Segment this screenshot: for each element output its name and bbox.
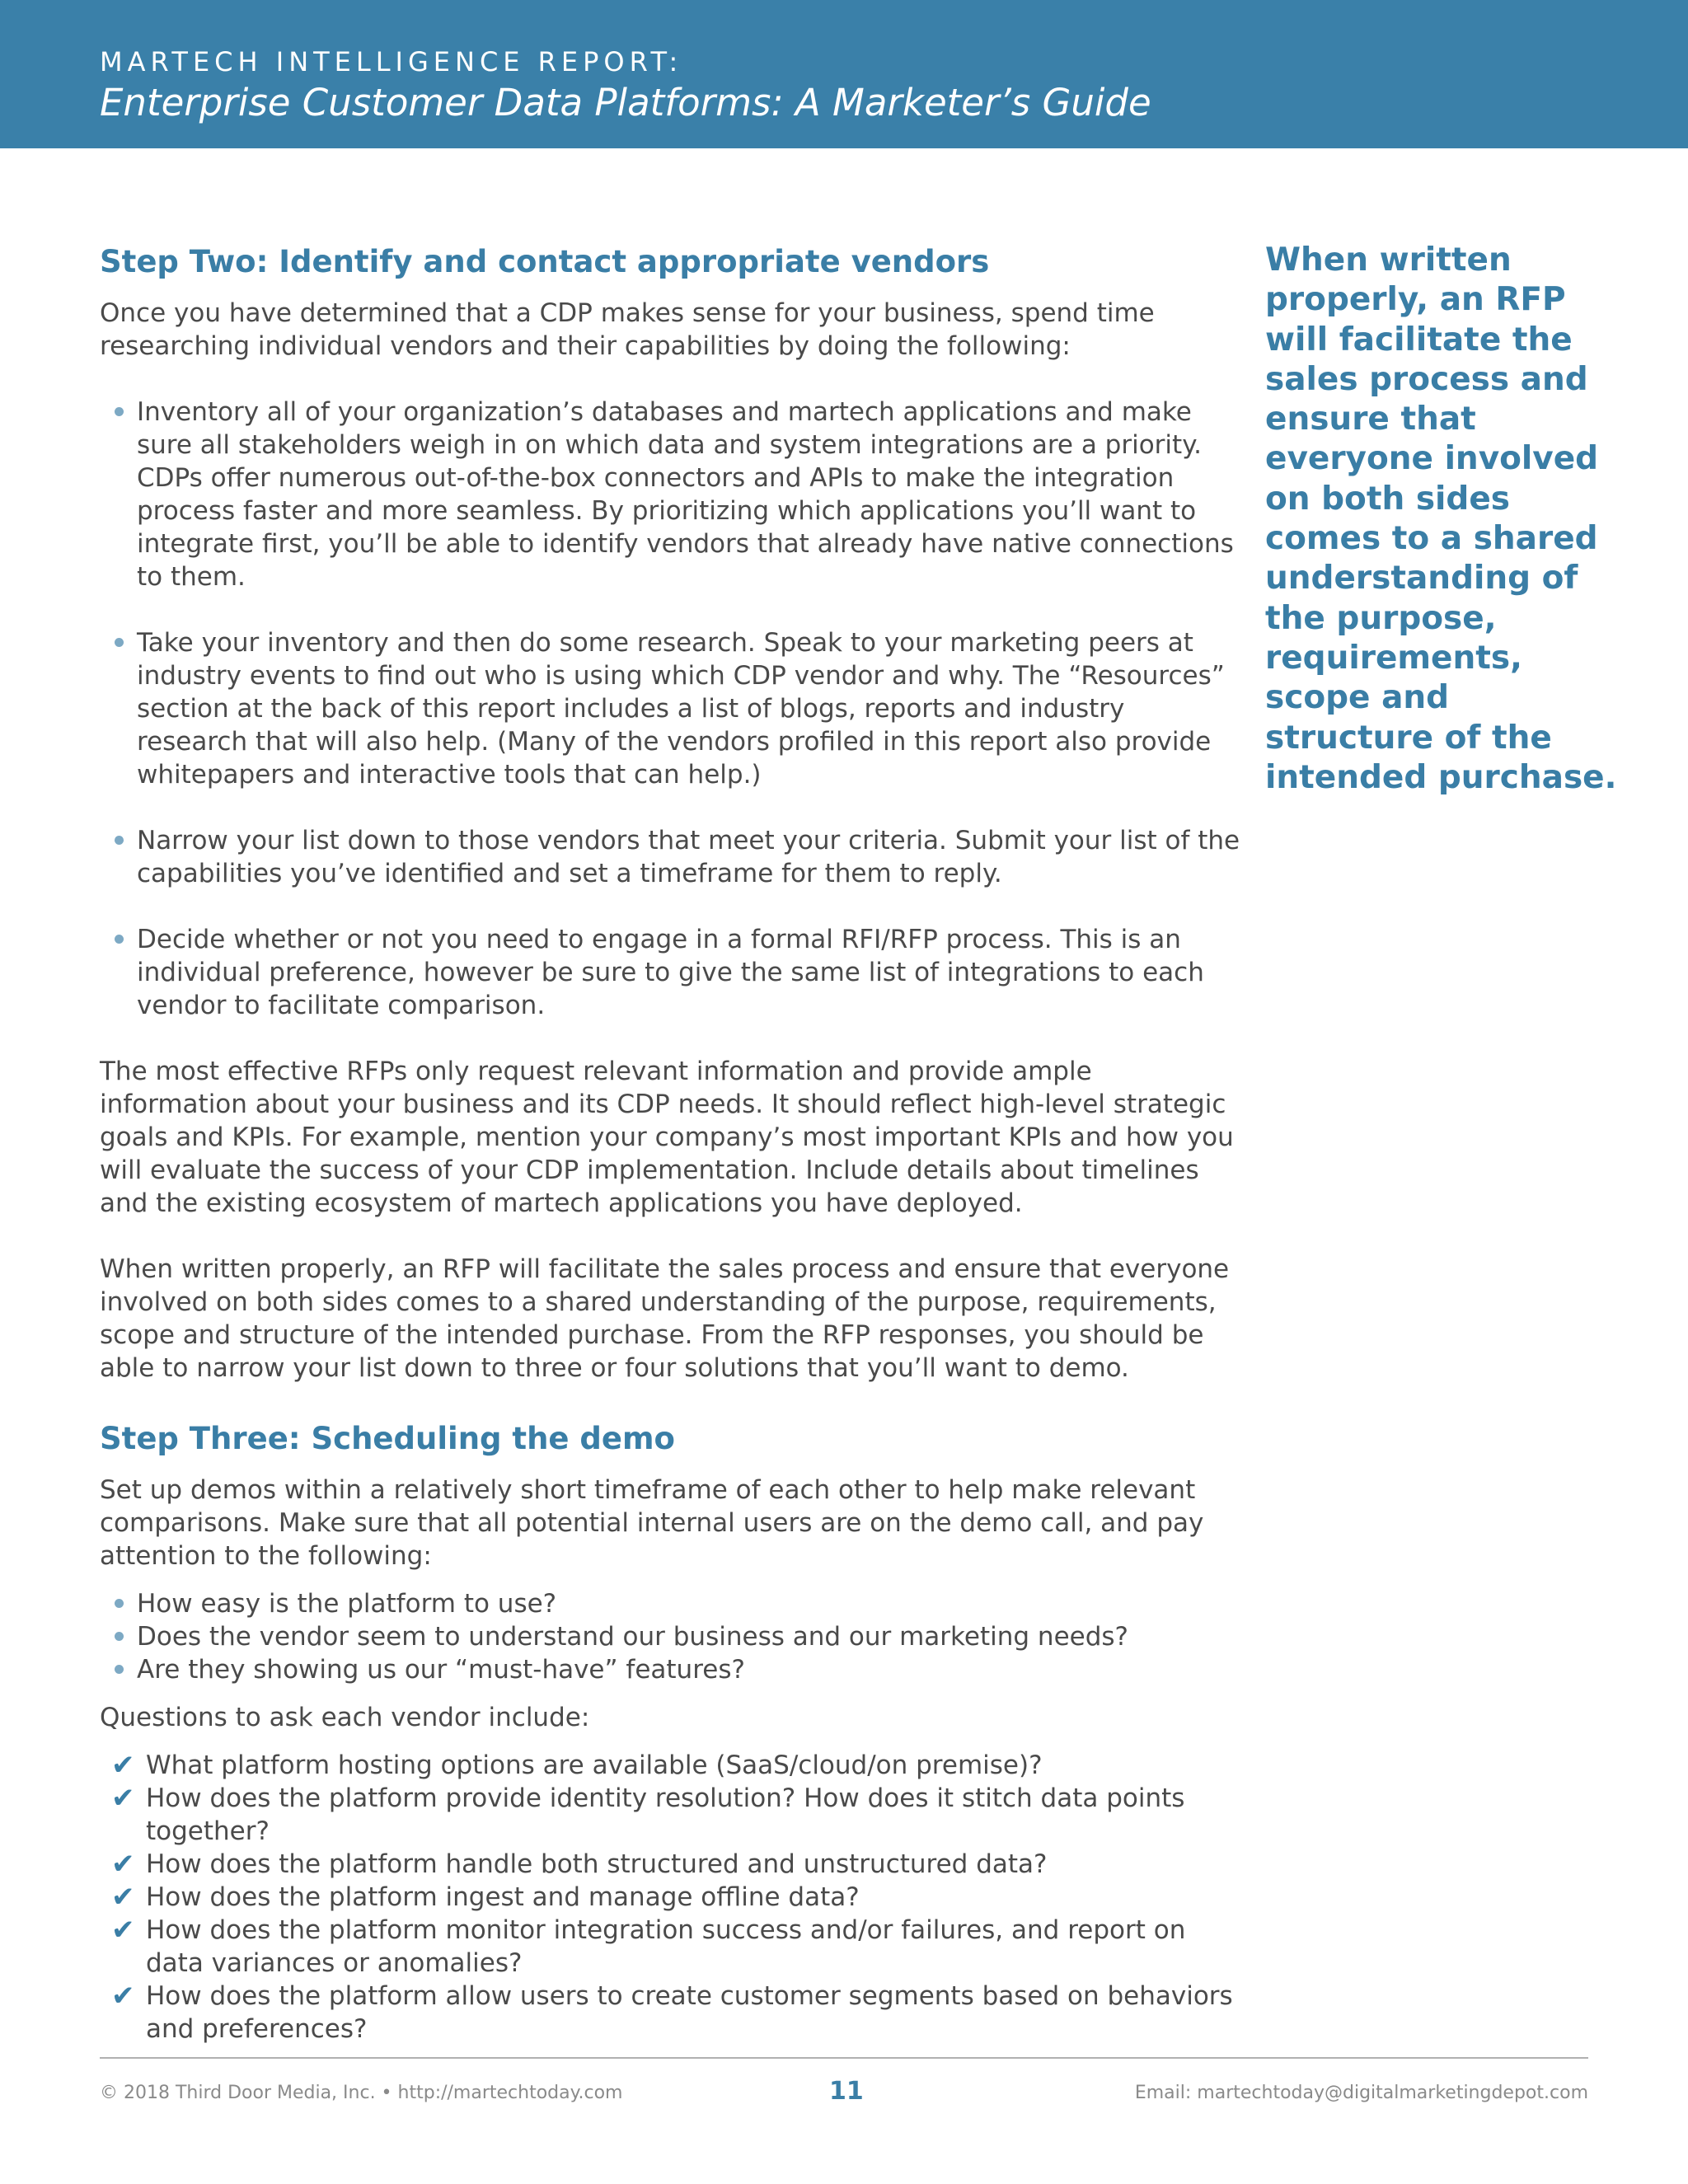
questions-intro: Questions to ask each vendor include: bbox=[100, 1703, 590, 1732]
step-two-intro: Once you have determined that a CDP makes sense for your business, spend time researching individual vendors and their capabilities by doing the following: bbox=[100, 298, 1155, 361]
list-item-text: How does the platform handle both structured and unstructured data? bbox=[146, 1849, 1048, 1879]
list-item-text: Decide whether or not you need to engage in a formal RFI/RFP process. This is an individual preference, however be sure to give the same list of integrations to each vendor to facilitate comparison. bbox=[137, 925, 1204, 1020]
list-item bbox=[100, 923, 1241, 1022]
report-title: Enterprise Customer Data Platforms: A Marketer’s Guide bbox=[100, 81, 1151, 124]
rfp-paragraph: The most effective RFPs only request relevant information and provide ample information about your business and its CDP needs. It should reflect high-level strategic goals and KPIs. For example, mention your company’s most important KPIs and how you will evaluate the success of your CDP implementation. Include details about timelines and the existing ecosystem of martech applications you have deployed. bbox=[100, 1057, 1234, 1218]
list-item bbox=[100, 1653, 1241, 1686]
footer-copyright: © 2018 Third Door Media, Inc. • http://martechtoday.com bbox=[100, 2083, 623, 2103]
rfp-written-paragraph: When written properly, an RFP will facilitate the sales process and ensure that everyone involved on both sides comes to a shared understanding of the purpose, requirements, scope and structure of the intended purchase. From the RFP responses, you should be able to narrow your list down to three or four solutions that you’ll want to demo. bbox=[100, 1254, 1230, 1383]
list-item bbox=[100, 1749, 1241, 1782]
list-item bbox=[100, 1620, 1241, 1653]
checkmark-icon: ✔ bbox=[111, 1881, 135, 1914]
main-content bbox=[100, 242, 1241, 2046]
bullet-dot-icon bbox=[115, 407, 124, 416]
step-two-bullet-list bbox=[100, 396, 1241, 1022]
footer-email: Email: martechtoday@digitalmarketingdepot.com bbox=[1134, 2083, 1588, 2103]
list-item-text: How does the platform allow users to create customer segments based on behaviors and preferences? bbox=[146, 1981, 1233, 2044]
step-three-heading: Step Three: Scheduling the demo bbox=[100, 1421, 675, 1456]
bullet-dot-icon bbox=[115, 1632, 124, 1641]
checkmark-icon: ✔ bbox=[111, 1749, 135, 1782]
vendor-questions-list bbox=[100, 1749, 1241, 2046]
list-item bbox=[100, 1881, 1241, 1914]
report-header-banner bbox=[0, 0, 1688, 148]
list-item-text: How does the platform monitor integration success and/or failures, and report on data variances or anomalies? bbox=[146, 1915, 1186, 1978]
bullet-dot-icon bbox=[115, 935, 124, 944]
list-item-text: How does the platform provide identity resolution? How does it stitch data points together? bbox=[146, 1783, 1185, 1846]
list-item-text: Inventory all of your organization’s databases and martech applications and make sure all stakeholders weigh in on which data and system integrations are a priority. CDPs offer numerous out-of-the-box connectors and APIs to make the integration process faster and more seamless. By prioritizing which applications you’ll want to integrate first, you’ll be able to identify vendors that already have native connections to them. bbox=[137, 397, 1234, 592]
checkmark-icon: ✔ bbox=[111, 1980, 135, 2013]
list-item-text: Take your inventory and then do some research. Speak to your marketing peers at industry events to find out who is using which CDP vendor and why. The “Resources” section at the back of this report includes a list of blogs, reports and industry research that will also help. (Many of the vendors profiled in this report also provide whitepapers and interactive tools that can help.) bbox=[137, 628, 1225, 790]
list-item-text: Does the vendor seem to understand our business and our marketing needs? bbox=[137, 1622, 1128, 1652]
list-item bbox=[100, 1980, 1241, 2046]
list-item bbox=[100, 626, 1241, 791]
list-item bbox=[100, 396, 1241, 593]
step-three-bullet-list bbox=[100, 1587, 1241, 1686]
step-two-heading: Step Two: Identify and contact appropriate vendors bbox=[100, 244, 990, 279]
checkmark-icon: ✔ bbox=[111, 1782, 135, 1815]
bullet-dot-icon bbox=[115, 1599, 124, 1608]
checkmark-icon: ✔ bbox=[111, 1848, 135, 1881]
list-item-text: What platform hosting options are available (SaaS/cloud/on premise)? bbox=[146, 1750, 1043, 1780]
list-item bbox=[100, 1914, 1241, 1980]
bullet-dot-icon bbox=[115, 638, 124, 647]
list-item-text: How easy is the platform to use? bbox=[137, 1589, 557, 1619]
checkmark-icon: ✔ bbox=[111, 1914, 135, 1947]
pull-quote: When written properly, an RFP will facilitate the sales process and ensure that everyone involved on both sides comes to a shared understanding of the purpose, requirements, scope and structure of the intended purchase. bbox=[1265, 241, 1617, 796]
report-series-label: MARTECH INTELLIGENCE REPORT: bbox=[100, 46, 683, 77]
step-three-intro: Set up demos within a relatively short timeframe of each other to help make relevant comparisons. Make sure that all potential internal users are on the demo call, and pay attention to the following: bbox=[100, 1475, 1204, 1571]
footer-divider bbox=[100, 2057, 1588, 2059]
list-item-text: Are they showing us our “must-have” features? bbox=[137, 1655, 745, 1685]
list-item bbox=[100, 1587, 1241, 1620]
list-item bbox=[100, 824, 1241, 890]
page-number: 11 bbox=[829, 2077, 864, 2106]
bullet-dot-icon bbox=[115, 836, 124, 845]
list-item-text: Narrow your list down to those vendors that meet your criteria. Submit your list of the capabilities you’ve identified and set a timeframe for them to reply. bbox=[137, 826, 1240, 888]
list-item bbox=[100, 1848, 1241, 1881]
list-item bbox=[100, 1782, 1241, 1848]
bullet-dot-icon bbox=[115, 1665, 124, 1674]
list-item-text: How does the platform ingest and manage offline data? bbox=[146, 1882, 860, 1912]
